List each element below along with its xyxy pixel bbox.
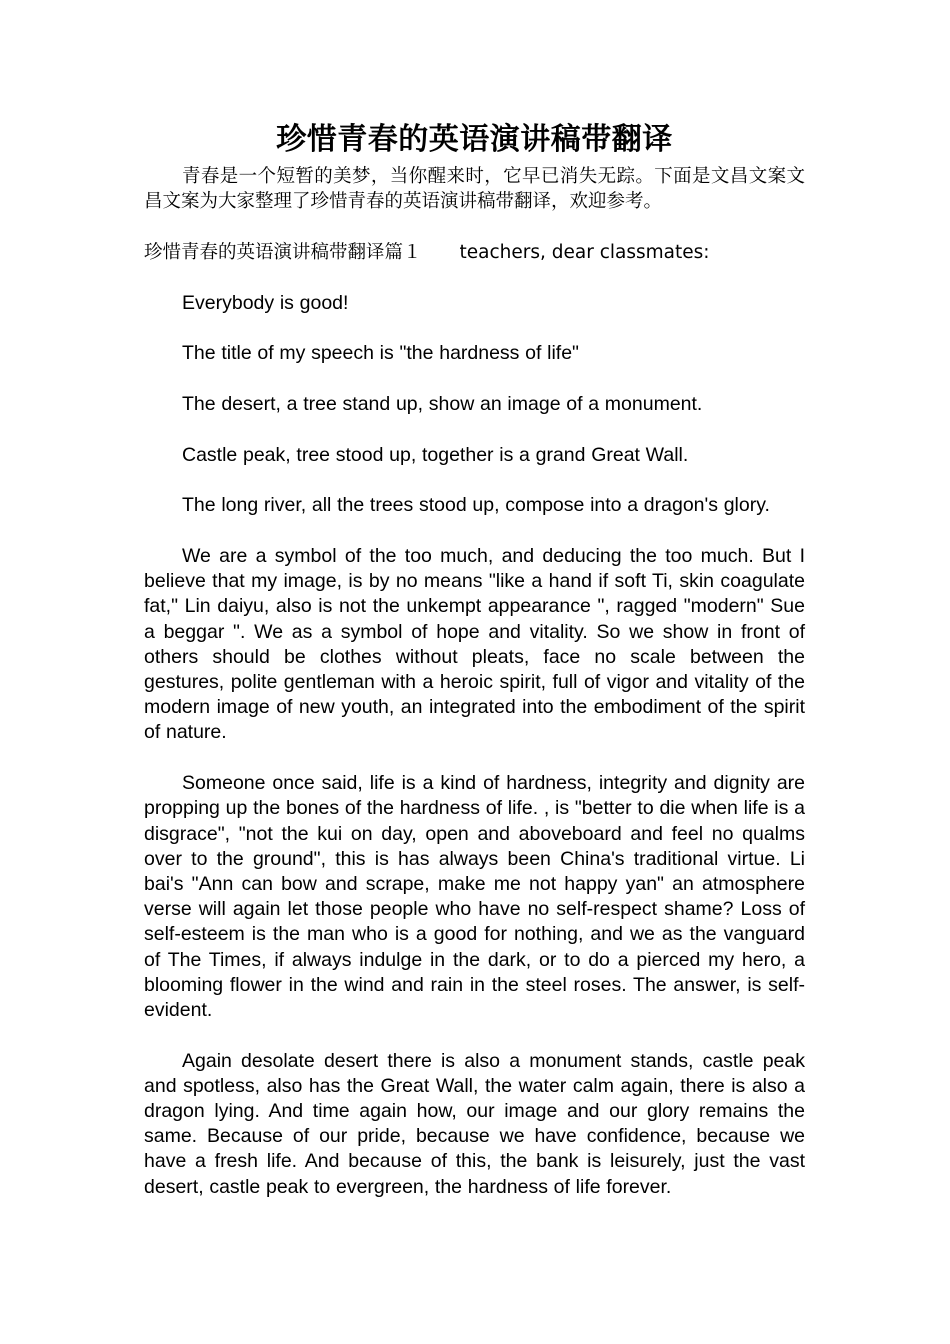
body-paragraph-desolate-desert: Again desolate desert there is also a monument stands, castle peak and spotless, also has the Great Wall, the water calm again, there is also a dragon lying. And time again how, our image and our glory remains the same. Because of our pride, because we have confidence, because we have a fresh life. And because of this, the bank is leisurely, just the vast desert, castle peak to evergreen, the hardness of life forever. (144, 1049, 805, 1198)
body-paragraph-speech-title: The title of my speech is "the hardness of life" (182, 342, 579, 365)
body-paragraph-greeting: Everybody is good! (182, 291, 349, 314)
document-title: 珍惜青春的英语演讲稿带翻译 (276, 122, 673, 157)
body-paragraph-hardness: Someone once said, life is a kind of hardness, integrity and dignity are propping up the bones of the hardness of life. , is "better to die when life is a disgrace", "not the kui on day, open and aboveboard and feel no qualms over to the ground", this is has always been China's traditional virtue. Li bai's "Ann can bow and scrape, make me not happy yan" an atmosphere verse will again let those people who have no self-respect shame? Loss of self-esteem is the man who is a good for nothing, and we as the vanguard of The Times, if always indulge in the dark, or to do a pierced my hero, a blooming flower in the wind and rain in the steel roses. The answer, is self-evident. (144, 772, 805, 1021)
intro-paragraph: 青春是一个短暂的美梦，当你醒来时，它早已消失无踪。下面是文昌文案文昌文案为大家整理了珍惜青春的英语演讲稿带翻译，欢迎参考。 (144, 166, 805, 212)
body-paragraph-desert: The desert, a tree stand up, show an image of a monument. (182, 392, 703, 415)
section-first-line: teachers, dear classmates: (459, 242, 710, 263)
body-paragraph-long-river: The long river, all the trees stood up, compose into a dragon's glory. (182, 494, 770, 517)
body-paragraph-symbol: We are a symbol of the too much, and deducing the too much. But I believe that my image, is by no means "like a hand if soft Ti, skin coagulate fat," Lin daiyu, also is not the unkempt appearance ", ragged "modern" Sue a beggar ". We as a symbol of hope and vitality. So we show in front of others should be clothes without pleats, face no scale between the gestures, polite gentleman with a heroic spirit, full of vigor and vitality of the modern image of new youth, an integrated into the embodiment of the spirit of nature. (144, 545, 805, 744)
body-paragraph-castle-peak: Castle peak, tree stood up, together is a grand Great Wall. (182, 443, 689, 466)
section-label: 珍惜青春的英语演讲稿带翻译篇１ (144, 242, 422, 263)
section-heading-line (144, 240, 805, 265)
document-page (144, 118, 805, 1200)
